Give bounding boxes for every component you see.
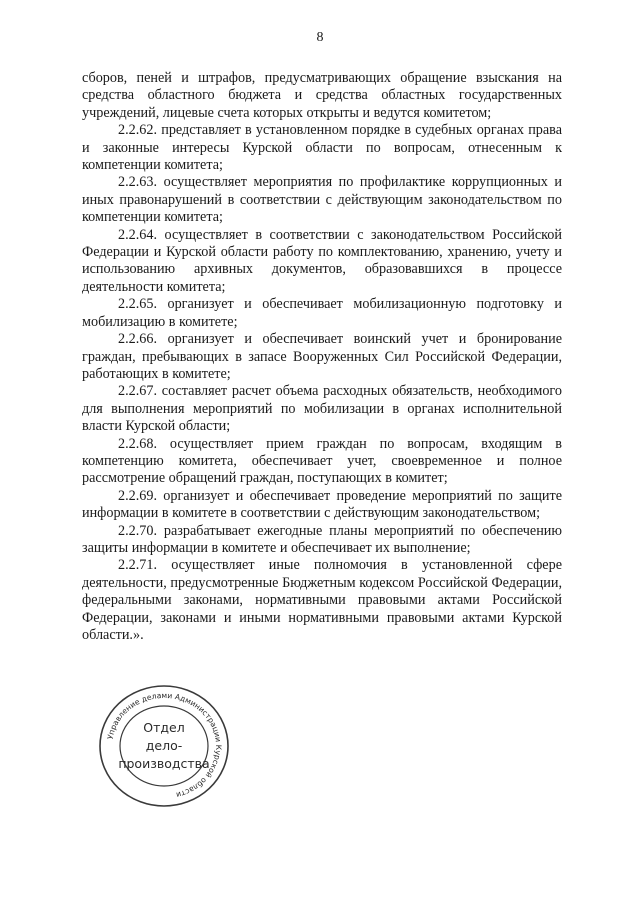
paragraph-continuation: сборов, пеней и штрафов, предусматривающих обращение взыскания на средства областного бюджета и средства областных государственных учреждений, лицевые счета которых открыты и ведутся комитетом; [82,70,562,121]
page-number: 8 [316,30,324,45]
seal-center-line-1: Отдел [143,720,185,735]
paragraph-2-2-68: 2.2.68. осуществляет прием граждан по вопросам, входящим в компетенцию комитета, обеспечивает учет, своевременное и полное рассмотрение обращений граждан, поступающих в комитет; [82,435,562,487]
document-body [82,70,562,644]
paragraph-2-2-64: 2.2.64. осуществляет в соответствии с законодательством Российской Федерации и Курской области работу по комплектованию, хранению, учету и использованию архивных документов, образовавшихся в процессе деятельности комитета; [82,226,562,295]
paragraph-2-2-66: 2.2.66. организует и обеспечивает воинский учет и бронирование граждан, пребывающих в запасе Вооруженных Сил Российской Федерации, работающих в комитете; [82,331,562,382]
seal-ring-text: Управление делами Администрации Курской области [105,690,224,800]
paragraph-2-2-67: 2.2.67. составляет расчет объема расходных обязательств, необходимого для выполнения мероприятий по мобилизации в органах исполнительной власти Курской области; [82,383,562,435]
seal-center-line-3: производства [118,756,210,771]
paragraph-2-2-62: 2.2.62. представляет в установленном порядке в судебных органах права и законные интересы Курской области по вопросам, отнесенным к компетенции комитета; [82,122,562,174]
seal-graphic [94,682,234,810]
paragraph-2-2-65: 2.2.65. организует и обеспечивает мобилизационную подготовку и мобилизацию в комитете; [82,296,562,330]
paragraph-2-2-71: 2.2.71. осуществляет иные полномочия в установленной сфере деятельности, предусмотренные Бюджетным кодексом Российской Федерации, федеральными законами, нормативными правовыми актами Российской Федерации, законами и иными нормативными правовыми актами Курской области.». [82,557,562,643]
office-seal-stamp [94,682,234,810]
paragraph-2-2-69: 2.2.69. организует и обеспечивает проведение мероприятий по защите информации в комитете в соответствии с действующим законодательством; [82,487,562,522]
seal-center-line-2: дело- [145,738,183,753]
paragraph-2-2-70: 2.2.70. разрабатывает ежегодные планы мероприятий по обеспечению защиты информации в комитете и обеспечивает их выполнение; [82,522,562,556]
paragraph-2-2-63: 2.2.63. осуществляет мероприятия по профилактике коррупционных и иных правонарушений в соответствии с действующим законодательством по компетенции комитета; [82,174,562,226]
